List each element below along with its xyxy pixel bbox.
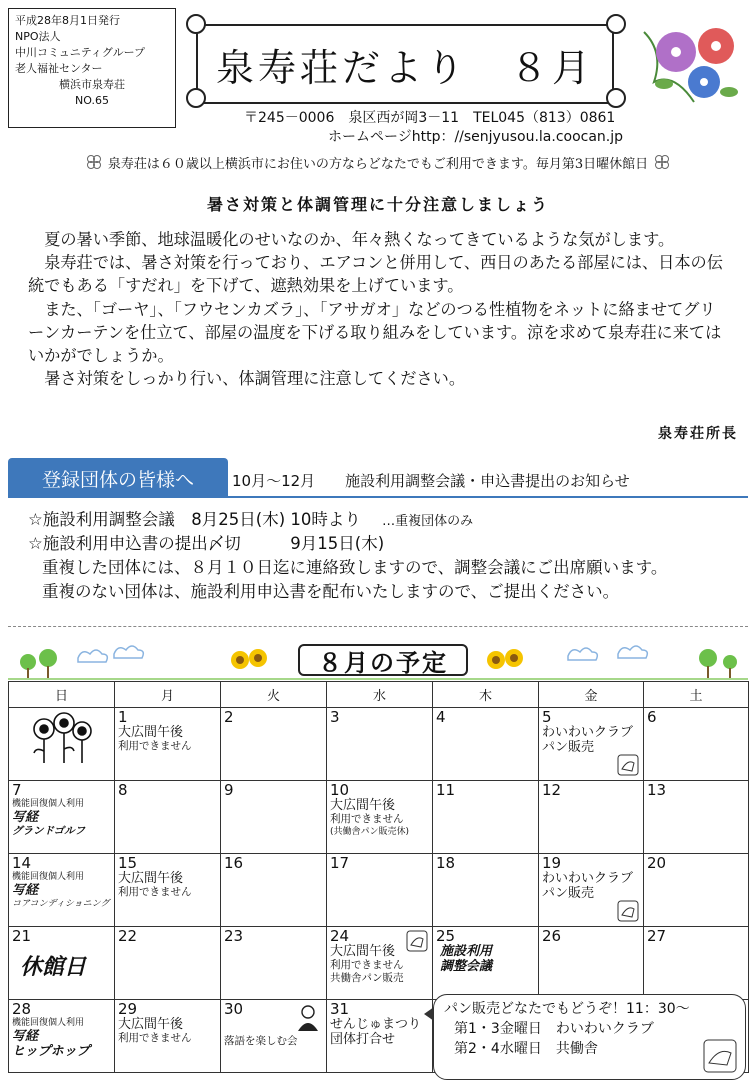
day-cell xyxy=(9,781,115,854)
org-type: NPO法人 xyxy=(15,30,61,43)
weekday-mon: 月 xyxy=(115,682,221,708)
eligibility-notice xyxy=(0,150,756,174)
day-number: 25 xyxy=(436,927,456,945)
day-cell xyxy=(644,927,749,1000)
day-cell xyxy=(115,708,221,781)
article-paragraph: 泉寿荘では、暑さ対策を行っており、エアコンと併用して、西日のあたる部屋には、日本の伝統でもある「すだれ」を下げて、遮熱効果を上げています。 xyxy=(28,253,723,296)
day-cell xyxy=(115,1000,221,1073)
event-note: (共働舎パン販売休) xyxy=(330,827,410,837)
event-note: 利用できません xyxy=(118,740,192,752)
day-cell xyxy=(644,781,749,854)
event-note: 利用できません xyxy=(330,813,404,825)
week-row xyxy=(9,854,749,927)
event-note: 共働舎パン販売 xyxy=(330,972,404,984)
day-cell xyxy=(221,927,327,1000)
event: 機能回復個人利用 xyxy=(12,1018,85,1028)
day-cell xyxy=(221,854,327,927)
event: 施設利用 xyxy=(440,944,493,959)
day-cell xyxy=(9,1000,115,1073)
day-number: 29 xyxy=(118,1000,138,1018)
day-number: 3 xyxy=(330,708,340,726)
day-number: 21 xyxy=(12,927,32,945)
issue-number: NO.65 xyxy=(75,94,109,107)
clover-icon xyxy=(654,154,670,170)
day-cell xyxy=(221,708,327,781)
event: ヒップホップ xyxy=(12,1044,90,1059)
day-number: 10 xyxy=(330,781,350,799)
day-number: 5 xyxy=(542,708,552,726)
day-number: 14 xyxy=(12,854,32,872)
publish-date: 平成28年8月1日発行 xyxy=(15,14,120,27)
registration-text: 重複した団体には、８月１０日迄に連絡致しますので、調整会議にご出席願います。 xyxy=(42,558,668,577)
event: 大広間午後 xyxy=(330,798,396,813)
day-number: 11 xyxy=(436,781,456,799)
registration-body xyxy=(28,508,748,604)
registration-text: 重複のない団体は、施設利用申込書を配布いたしますので、ご提出ください。 xyxy=(42,582,620,601)
day-number: 16 xyxy=(224,854,244,872)
tree-icon xyxy=(699,649,737,678)
week-row xyxy=(9,927,749,1000)
event: 大広間午後 xyxy=(118,1017,184,1032)
day-number: 12 xyxy=(542,781,562,799)
day-number: 27 xyxy=(647,927,667,945)
day-number: 28 xyxy=(12,1000,32,1018)
event: 写経 xyxy=(12,1029,39,1044)
day-cell xyxy=(221,1000,327,1073)
event: 機能回復個人利用 xyxy=(12,872,85,882)
center-name: 老人福祉センター xyxy=(15,62,103,75)
weekday-sun: 日 xyxy=(9,682,115,708)
article-signature: 泉寿荘所長 xyxy=(658,426,738,442)
event: パン販売 xyxy=(542,886,595,901)
day-number: 20 xyxy=(647,854,667,872)
newsletter-title: 泉寿荘だより ８月 xyxy=(215,45,594,90)
weekday-fri: 金 xyxy=(539,682,644,708)
event: 団体打合せ xyxy=(330,1032,396,1047)
day-cell xyxy=(539,708,644,781)
day-cell xyxy=(115,854,221,927)
day-cell xyxy=(115,781,221,854)
org-name: 中川コミュニティグループ xyxy=(15,46,146,59)
day-number: 19 xyxy=(542,854,562,872)
bread-sale-callout xyxy=(433,994,746,1080)
article-paragraph: 夏の暑い季節、地球温暖化のせいなのか、年々熱くなってきているような気がします。 xyxy=(44,230,675,249)
event: 大広間午後 xyxy=(118,871,184,886)
title-scroll xyxy=(186,14,626,108)
calendar-title: ８月の予定 xyxy=(298,644,468,676)
weekday-sat: 土 xyxy=(644,682,749,708)
event: わいわいクラブ xyxy=(542,725,634,740)
article-paragraph: また、「ゴーヤ」、「フウセンカズラ」、「アサガオ」などのつる性植物をネットに絡ませてグリーンカーテンを仕立て、部屋の温度を下げる取り組みをしています。涼を求めて泉寿荘に来てはいかがでしょうか。 xyxy=(28,299,722,366)
day-cell xyxy=(433,708,539,781)
event: 大広間午後 xyxy=(330,944,396,959)
morning-glory-icon xyxy=(634,12,748,112)
weekday-header-row xyxy=(9,682,749,708)
day-cell xyxy=(433,854,539,927)
day-number: 4 xyxy=(436,708,446,726)
divider xyxy=(8,496,748,498)
day-number: 8 xyxy=(118,781,128,799)
bread-icon xyxy=(617,754,639,776)
day-number: 31 xyxy=(330,1000,350,1018)
registration-item: ☆施設利用調整会議 8月25日(木) 10時より …重複団体のみ xyxy=(28,510,474,529)
day-cell xyxy=(327,708,433,781)
day-cell-empty xyxy=(9,708,115,781)
homepage-url: ホームページhttp：//senjyusou.la.coocan.jp xyxy=(328,129,624,145)
registration-headline: 10月～12月 施設利用調整会議・申込書提出のお知らせ xyxy=(232,472,630,490)
day-number: 22 xyxy=(118,927,138,945)
day-cell xyxy=(644,854,749,927)
day-cell xyxy=(327,1000,433,1073)
week-row xyxy=(9,781,749,854)
bread-icon xyxy=(703,1039,737,1073)
publisher-box xyxy=(8,8,176,128)
day-cell xyxy=(221,781,327,854)
sunflower-icon xyxy=(30,711,94,765)
divider xyxy=(8,626,748,627)
event: せんじゅまつり xyxy=(330,1017,422,1032)
callout-line: 第1・3金曜日 わいわいクラブ xyxy=(454,1021,654,1037)
week-row xyxy=(9,708,749,781)
day-cell xyxy=(9,854,115,927)
day-cell xyxy=(433,927,539,1000)
event-note: 利用できません xyxy=(330,959,404,971)
address: 〒245－0006 泉区西が岡3－11 TEL045（813）0861 xyxy=(244,110,616,126)
day-number: 6 xyxy=(647,708,657,726)
event-note: 利用できません xyxy=(118,886,192,898)
day-cell xyxy=(539,854,644,927)
day-number: 15 xyxy=(118,854,138,872)
rakugo-performer-icon xyxy=(294,1003,322,1033)
day-cell xyxy=(539,781,644,854)
registration-item: ☆施設利用申込書の提出〆切 9月15日(木) xyxy=(28,534,385,553)
day-cell xyxy=(9,927,115,1000)
bread-icon xyxy=(406,930,428,952)
day-number: 23 xyxy=(224,927,244,945)
notice-text: 泉寿荘は６０歳以上横浜市にお住いの方ならどなたでもご利用できます。毎月第3日曜休館日 xyxy=(107,156,649,172)
weekday-tue: 火 xyxy=(221,682,327,708)
closed-day: 休館日 xyxy=(20,955,87,980)
event: 写経 xyxy=(12,883,39,898)
clover-icon xyxy=(86,154,102,170)
bread-icon xyxy=(617,900,639,922)
day-number: 13 xyxy=(647,781,667,799)
event: 落語を楽しむ会 xyxy=(224,1035,298,1047)
day-cell xyxy=(327,927,433,1000)
day-number: 7 xyxy=(12,781,22,799)
day-number: 24 xyxy=(330,927,350,945)
day-number: 30 xyxy=(224,1000,244,1018)
weekday-wed: 水 xyxy=(327,682,433,708)
event: 写経 xyxy=(12,810,39,825)
day-cell xyxy=(433,781,539,854)
day-cell xyxy=(327,781,433,854)
callout-line: 第2・4水曜日 共働舎 xyxy=(454,1041,598,1057)
tree-icon xyxy=(20,649,57,678)
registration-tab: 登録団体の皆様へ xyxy=(8,458,228,498)
article-title: 暑さ対策と体調管理に十分注意しましょう xyxy=(206,195,549,214)
day-number: 9 xyxy=(224,781,234,799)
day-number: 18 xyxy=(436,854,456,872)
event: グランドゴルフ xyxy=(12,825,86,837)
day-cell xyxy=(327,854,433,927)
day-number: 1 xyxy=(118,708,128,726)
event: 機能回復個人利用 xyxy=(12,799,85,809)
event-note: 利用できません xyxy=(118,1032,192,1044)
article-body xyxy=(28,228,728,390)
event: パン販売 xyxy=(542,740,595,755)
event: 調整会議 xyxy=(440,959,493,974)
day-cell xyxy=(644,708,749,781)
day-number: 2 xyxy=(224,708,234,726)
day-number: 26 xyxy=(542,927,562,945)
article-paragraph: 暑さ対策をしっかり行い、体調管理に注意してください。 xyxy=(44,369,466,389)
event: 大広間午後 xyxy=(118,725,184,740)
day-number: 17 xyxy=(330,854,350,872)
event: コアコンディショニング xyxy=(12,899,110,909)
callout-title: パン販売どなたでもどうぞ！11：30～ xyxy=(444,1001,690,1017)
day-cell xyxy=(539,927,644,1000)
day-cell xyxy=(115,927,221,1000)
weekday-thu: 木 xyxy=(433,682,539,708)
event: わいわいクラブ xyxy=(542,871,634,886)
facility-name: 横浜市泉寿荘 xyxy=(59,78,125,91)
